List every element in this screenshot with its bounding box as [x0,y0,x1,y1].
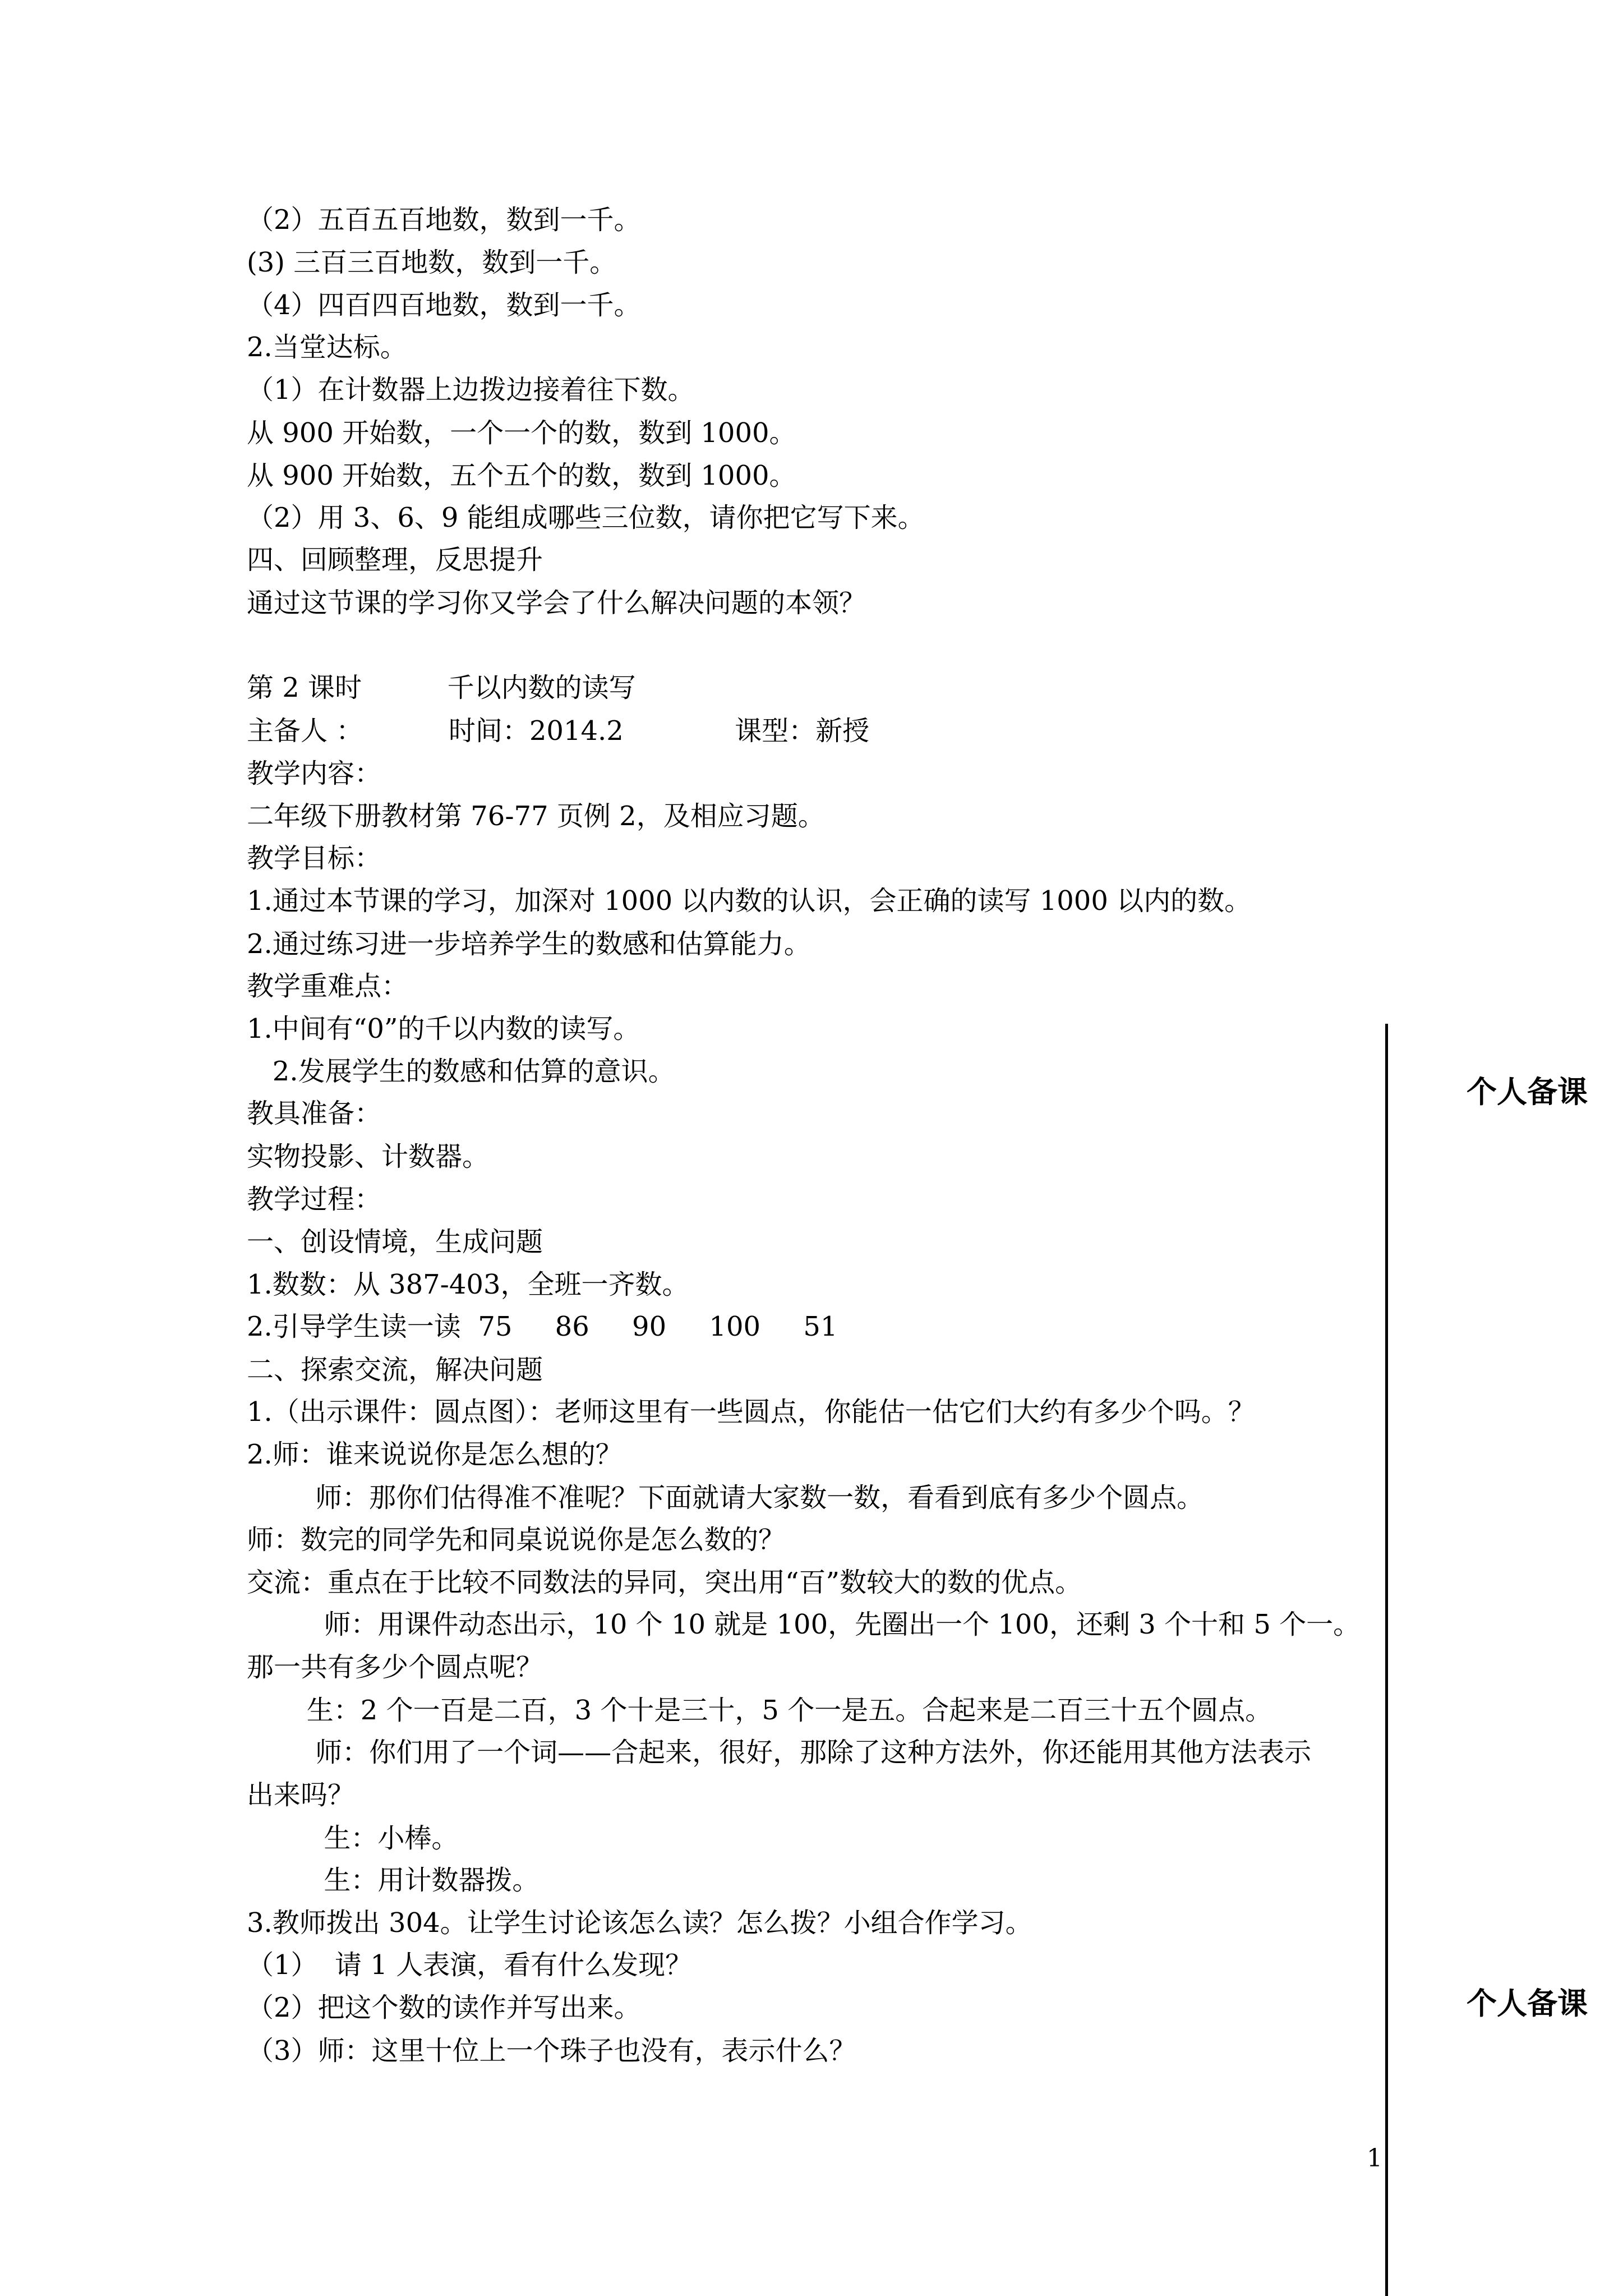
text-line: 生：2 个一百是二百，3 个十是三十，5 个一是五。合起来是二百三十五个圆点。 [247,1695,1272,1726]
text-line: 2.当堂达标。 [247,332,407,363]
text-line: 1.数数：从 387-403，全班一齐数。 [247,1269,689,1300]
text-line: (3) 三百三百地数，数到一千。 [247,247,617,278]
text-line: （1）在计数器上边拨边接着往下数。 [247,374,695,406]
text-line: 2.通过练习进一步培养学生的数感和估算能力。 [247,928,811,960]
text-line: （2）把这个数的读作并写出来。 [247,1992,641,2023]
section-heading: 教学重难点： [247,970,409,1002]
text-line: 二、探索交流，解决问题 [247,1354,543,1386]
text-line: 1.通过本节课的学习，加深对 1000 以内数的认识，会正确的读写 1000 以内的数。 [247,885,1252,917]
text-line: 生：小棒。 [247,1823,459,1854]
side-note-personal-prep: 个人备课 [1467,1074,1588,1110]
text-line: 1.中间有“0”的千以内数的读写。 [247,1013,640,1045]
text-line: （2）用 3、6、9 能组成哪些三位数，请你把它写下来。 [247,502,925,533]
lesson-heading: 第 2 课时 千以内数的读写 [247,672,636,703]
text-line: 一、创设情境，生成问题 [247,1226,543,1258]
section-heading: 教学内容： [247,758,382,789]
text-line: （2）五百五百地数，数到一千。 [247,204,641,236]
text-line: 实物投影、计数器。 [247,1141,490,1172]
text-line: 2.师：谁来说说你是怎么想的？ [247,1439,623,1470]
text-line: 1.（出示课件：圆点图）：老师这里有一些圆点，你能估一估它们大约有多少个吗。？ [247,1396,1255,1428]
text-line: 生：用计数器拨。 [247,1865,540,1896]
text-line: 通过这节课的学习你又学会了什么解决问题的本领？ [247,587,866,619]
text-line: 师：用课件动态出示，10 个 10 就是 100，先圈出一个 100，还剩 3 个十和 5 个一。 [247,1609,1361,1640]
text-line: 二年级下册教材第 76-77 页例 2，及相应习题。 [247,800,825,832]
text-line: （3）师：这里十位上一个珠子也没有，表示什么？ [247,2035,856,2067]
page-number: 1 [1367,2144,1382,2173]
section-heading: 教具准备： [247,1098,382,1129]
lesson-meta: 主备人 ： 时间：2014.2 课型：新授 [247,715,870,747]
section-heading: 教学过程： [247,1184,382,1215]
text-line: 师：数完的同学先和同桌说说你是怎么数的？ [247,1524,786,1556]
margin-divider [1385,1024,1388,2296]
text-line: （4）四百四百地数，数到一千。 [247,289,641,321]
text-line: 从 900 开始数，一个一个的数，数到 1000。 [247,417,796,449]
text-line: 师：你们用了一个词——合起来，很好，那除了这种方法外，你还能用其他方法表示 [247,1737,1312,1768]
text-line: 那一共有多少个圆点呢？ [247,1651,543,1683]
text-line: 2.引导学生读一读 75 86 90 100 51 [247,1311,838,1342]
text-line: 3.教师拨出 304。让学生讨论该怎么读？怎么拨？小组合作学习。 [247,1907,1032,1939]
text-line: 四、回顾整理，反思提升 [247,544,543,576]
side-note-personal-prep: 个人备课 [1467,1986,1588,2021]
text-line: 从 900 开始数，五个五个的数，数到 1000。 [247,460,796,491]
text-line: 交流：重点在于比较不同数法的异同，突出用“百”数较大的数的优点。 [247,1567,1082,1598]
text-line: 2.发展学生的数感和估算的意识。 [247,1056,675,1087]
text-line: 师：那你们估得准不准呢？下面就请大家数一数，看看到底有多少个圆点。 [247,1482,1204,1513]
text-line: （1） 请 1 人表演，看有什么发现？ [247,1949,693,1981]
text-line: 出来吗？ [247,1779,355,1811]
section-heading: 教学目标： [247,843,382,874]
